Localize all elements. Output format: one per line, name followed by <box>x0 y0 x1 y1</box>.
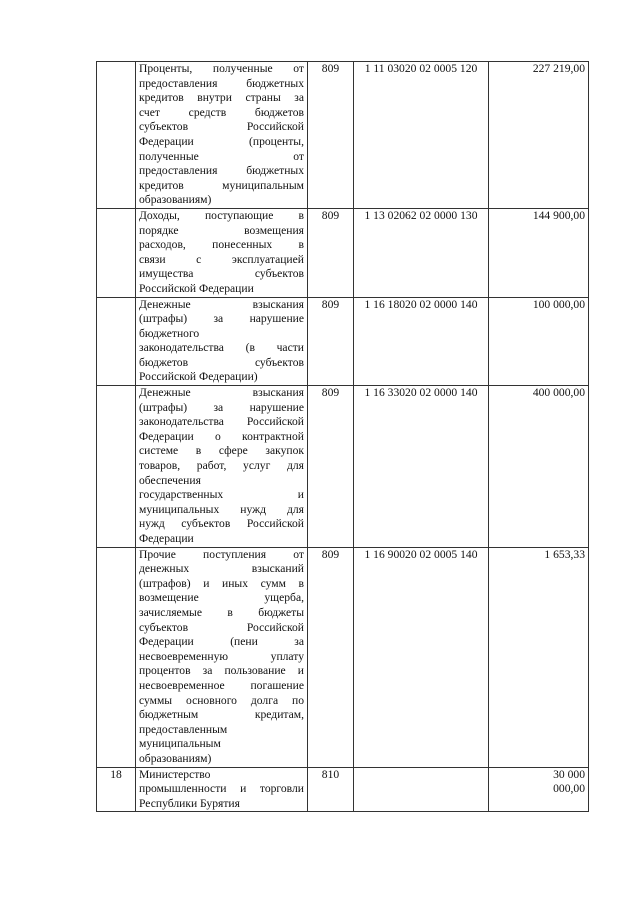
revenue-name-line: (штрафов) и иных сумм в <box>139 576 304 590</box>
budget-revenue-table <box>96 61 589 812</box>
administrator-code-cell: 809 <box>308 547 354 767</box>
revenue-name-line: бюджетным кредитам, <box>139 708 304 722</box>
row-number-cell: 18 <box>97 767 136 812</box>
table-row <box>97 62 589 209</box>
revenue-name-line: процентов за пользование и <box>139 664 304 678</box>
budget-classification-code-cell: 1 16 18020 02 0000 140 <box>354 297 489 386</box>
table-row <box>97 386 589 548</box>
amount-line: 30 000 <box>553 767 585 781</box>
budget-classification-code-cell <box>354 767 489 812</box>
table-row <box>97 767 589 812</box>
revenue-name-line: Проценты, полученные от <box>139 62 304 75</box>
amount-line: 100 000,00 <box>532 297 585 311</box>
revenue-name-line: Российской Федерации <box>139 281 254 295</box>
revenue-name-line: Федерации (проценты, <box>139 134 304 148</box>
administrator-code-cell: 809 <box>308 62 354 209</box>
revenue-name-line: связи с эксплуатацией <box>139 252 304 266</box>
revenue-name-cell <box>136 767 308 812</box>
revenue-name-line: полученные от <box>139 149 304 163</box>
revenue-name-line: Денежные взыскания <box>139 386 304 400</box>
revenue-name-line: образованиям) <box>139 751 212 765</box>
budget-classification-code-cell: 1 13 02062 02 0000 130 <box>354 208 489 297</box>
revenue-name-line: образованиям) <box>139 193 212 207</box>
amount-cell <box>489 547 589 767</box>
row-number-cell <box>97 386 136 548</box>
revenue-name-line: Прочие поступления от <box>139 547 304 561</box>
budget-classification-code-cell: 1 16 90020 02 0005 140 <box>354 547 489 767</box>
revenue-name-line: муниципальным <box>139 737 221 751</box>
revenue-name-cell <box>136 62 308 209</box>
revenue-name-line: суммы основного долга по <box>139 693 304 707</box>
administrator-code-cell: 809 <box>308 297 354 386</box>
revenue-name-line: обеспечения <box>139 473 201 487</box>
amount-cell <box>489 297 589 386</box>
table-row <box>97 208 589 297</box>
amount-cell <box>489 208 589 297</box>
revenue-name-line: бюджетного <box>139 326 200 340</box>
administrator-code-cell: 809 <box>308 208 354 297</box>
revenue-name-line: (штрафы) за нарушение <box>139 312 304 326</box>
revenue-name-line: субъектов Российской <box>139 120 304 134</box>
amount-cell <box>489 62 589 209</box>
revenue-name-line: Министерство <box>139 767 211 781</box>
revenue-name-line: Федерации (пени за <box>139 635 304 649</box>
revenue-name-cell <box>136 386 308 548</box>
revenue-name-line: Федерации о контрактной <box>139 429 304 443</box>
revenue-name-line: (штрафы) за нарушение <box>139 400 304 414</box>
revenue-name-cell <box>136 208 308 297</box>
revenue-name-line: расходов, понесенных в <box>139 238 304 252</box>
row-number-cell <box>97 297 136 386</box>
budget-classification-code-cell: 1 11 03020 02 0005 120 <box>354 62 489 209</box>
amount-line: 227 219,00 <box>532 62 585 75</box>
revenue-name-line: возмещение ущерба, <box>139 591 304 605</box>
revenue-name-line: Денежные взыскания <box>139 297 304 311</box>
row-number-cell <box>97 547 136 767</box>
revenue-name-line: предоставления бюджетных <box>139 76 304 90</box>
revenue-name-line: предоставленным <box>139 722 228 736</box>
table-body <box>97 62 589 812</box>
revenue-name-line: законодательства (в части <box>139 341 304 355</box>
revenue-name-line: бюджетов субъектов <box>139 355 304 369</box>
row-number-cell <box>97 208 136 297</box>
revenue-name-line: нужд субъектов Российской <box>139 517 304 531</box>
revenue-name-line: товаров, работ, услуг для <box>139 459 304 473</box>
administrator-code-cell: 809 <box>308 386 354 548</box>
revenue-name-line: промышленности и торговли <box>139 782 304 796</box>
revenue-name-line: Федерации <box>139 532 194 545</box>
revenue-name-cell <box>136 547 308 767</box>
administrator-code-cell: 810 <box>308 767 354 812</box>
revenue-name-line: Доходы, поступающие в <box>139 208 304 222</box>
amount-line: 1 653,33 <box>544 547 585 561</box>
revenue-name-line: кредитов внутри страны за <box>139 91 304 105</box>
revenue-name-line: несвоевременное погашение <box>139 678 304 692</box>
amount-cell <box>489 767 589 812</box>
revenue-name-cell <box>136 297 308 386</box>
revenue-name-line: законодательства Российской <box>139 415 304 429</box>
revenue-name-line: несвоевременную уплату <box>139 649 304 663</box>
amount-line: 000,00 <box>553 782 585 796</box>
revenue-name-line: муниципальных нужд для <box>139 502 304 516</box>
revenue-name-line: субъектов Российской <box>139 620 304 634</box>
amount-line: 400 000,00 <box>532 386 585 400</box>
table-row <box>97 297 589 386</box>
amount-line: 144 900,00 <box>532 208 585 222</box>
table-row <box>97 547 589 767</box>
revenue-name-line: имущества субъектов <box>139 267 304 281</box>
row-number-cell <box>97 62 136 209</box>
budget-classification-code-cell: 1 16 33020 02 0000 140 <box>354 386 489 548</box>
revenue-name-line: государственных и <box>139 488 304 502</box>
revenue-name-line: Российской Федерации) <box>139 370 258 384</box>
revenue-name-line: Республики Бурятия <box>139 796 240 810</box>
revenue-name-line: зачисляемые в бюджеты <box>139 605 304 619</box>
revenue-name-line: системе в сфере закупок <box>139 444 304 458</box>
revenue-name-line: предоставления бюджетных <box>139 164 304 178</box>
amount-cell <box>489 386 589 548</box>
revenue-name-line: кредитов муниципальным <box>139 178 304 192</box>
revenue-name-line: счет средств бюджетов <box>139 105 304 119</box>
revenue-name-line: порядке возмещения <box>139 223 304 237</box>
revenue-name-line: денежных взысканий <box>139 562 304 576</box>
